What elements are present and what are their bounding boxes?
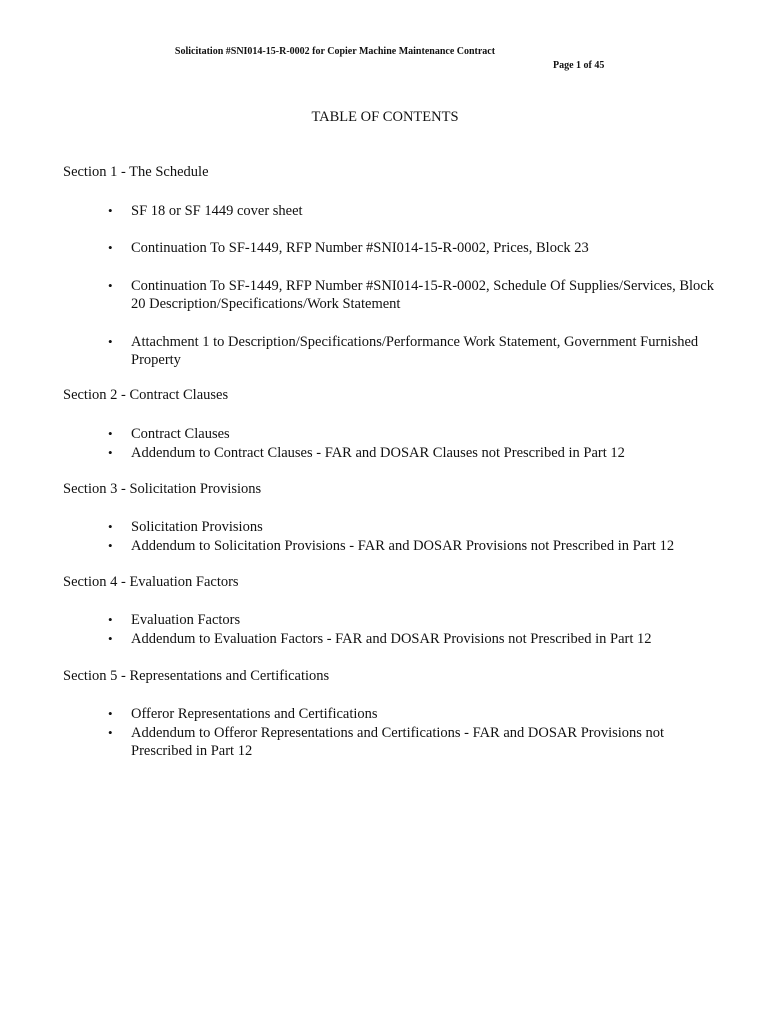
bullet-icon: •: [108, 203, 113, 218]
toc-item-text: Addendum to Offeror Representations and Certifications - FAR and DOSAR Provisions not Prescribed in Part 12: [131, 725, 665, 759]
toc-item: [108, 518, 718, 536]
bullet-icon: •: [108, 725, 113, 740]
toc-item-text: Continuation To SF-1449, RFP Number #SNI014-15-R-0002, Schedule Of Supplies/Services, Block 20 Description/Specifications/Work Statement: [131, 278, 714, 312]
toc-item-text: Addendum to Evaluation Factors - FAR and DOSAR Provisions not Prescribed in Part 12: [131, 631, 652, 647]
bullet-icon: •: [108, 445, 113, 460]
toc-item: [108, 239, 718, 257]
toc-item-text: Contract Clauses: [131, 426, 230, 442]
toc-item-text: Addendum to Contract Clauses - FAR and DOSAR Clauses not Prescribed in Part 12: [131, 445, 625, 461]
toc-item: [108, 444, 718, 462]
toc-item: [108, 333, 718, 369]
toc-title: TABLE OF CONTENTS: [311, 109, 459, 125]
section-heading: Section 4 - Evaluation Factors: [63, 574, 239, 590]
bullet-icon: •: [108, 612, 113, 627]
toc-item-text: SF 18 or SF 1449 cover sheet: [131, 203, 303, 219]
toc-item-text: Offeror Representations and Certifications: [131, 706, 378, 722]
page-number: Page 1 of 45: [553, 60, 605, 71]
toc-item: [108, 705, 718, 723]
bullet-icon: •: [108, 631, 113, 646]
bullet-icon: •: [108, 278, 113, 293]
bullet-icon: •: [108, 240, 113, 255]
toc-item-text: Addendum to Solicitation Provisions - FAR and DOSAR Provisions not Prescribed in Part 12: [131, 538, 675, 554]
bullet-icon: •: [108, 519, 113, 534]
toc-item-text: Continuation To SF-1449, RFP Number #SNI014-15-R-0002, Prices, Block 23: [131, 240, 589, 256]
section-heading: Section 1 - The Schedule: [63, 164, 209, 180]
toc-item-text: Solicitation Provisions: [131, 519, 263, 535]
toc-item: [108, 724, 718, 760]
section-heading: Section 3 - Solicitation Provisions: [63, 481, 262, 497]
toc-item: [108, 425, 718, 443]
toc-item-text: Evaluation Factors: [131, 612, 241, 628]
bullet-icon: •: [108, 706, 113, 721]
toc-item: [108, 277, 718, 313]
toc-item: [108, 537, 718, 555]
section-heading: Section 5 - Representations and Certifications: [63, 668, 330, 684]
toc-item-text: Attachment 1 to Description/Specifications/Performance Work Statement, Government Furnished Property: [131, 334, 699, 368]
toc-item: [108, 611, 718, 629]
bullet-icon: •: [108, 538, 113, 553]
header-title: Solicitation #SNI014-15-R-0002 for Copier Machine Maintenance Contract: [174, 46, 496, 57]
toc-item: [108, 202, 718, 220]
section-heading: Section 2 - Contract Clauses: [63, 387, 229, 403]
bullet-icon: •: [108, 334, 113, 349]
toc-item: [108, 630, 718, 648]
bullet-icon: •: [108, 426, 113, 441]
